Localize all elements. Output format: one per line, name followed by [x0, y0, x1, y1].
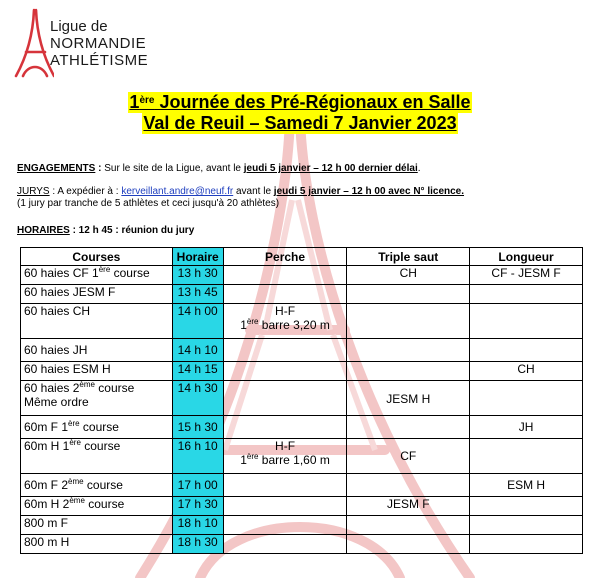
perche-cell: [223, 535, 347, 554]
time-cell: 14 h 15: [172, 362, 223, 381]
header-horaire: Horaire: [172, 248, 223, 266]
table-row: [21, 416, 583, 439]
course-cell: 60 haies JH: [21, 339, 173, 362]
table-row: [21, 516, 583, 535]
table-header-row: [21, 248, 583, 266]
perche-cell: [223, 339, 347, 362]
table-row: [21, 285, 583, 304]
time-cell: 13 h 45: [172, 285, 223, 304]
course-cell: 60 haies CF 1ère course: [21, 266, 173, 285]
perche-cell: [223, 416, 347, 439]
eiffel-tower-logo-icon: [14, 6, 54, 80]
longueur-cell: CH: [470, 362, 583, 381]
header-longueur: Longueur: [470, 248, 583, 266]
time-cell: 17 h 00: [172, 474, 223, 497]
triple-cell: [347, 339, 470, 362]
course-cell: 60 haies ESM H: [21, 362, 173, 381]
course-cell: 60m F 2ème course: [21, 474, 173, 497]
horaires-line: HORAIRES : 12 h 45 : réunion du jury: [17, 225, 195, 236]
title-line-1: 1ère Journée des Pré-Régionaux en Salle: [129, 92, 471, 112]
table-row: [21, 381, 583, 416]
longueur-cell: [470, 285, 583, 304]
header-triple-saut: Triple saut: [347, 248, 470, 266]
time-cell: 16 h 10: [172, 439, 223, 474]
time-cell: 14 h 10: [172, 339, 223, 362]
table-row: [21, 497, 583, 516]
triple-cell: [347, 362, 470, 381]
course-cell: 800 m F: [21, 516, 173, 535]
perche-cell: H-F 1ère barre 3,20 m: [223, 304, 347, 339]
longueur-cell: [470, 381, 583, 416]
triple-cell: [347, 516, 470, 535]
table-row: [21, 339, 583, 362]
longueur-cell: [470, 304, 583, 339]
time-cell: 13 h 30: [172, 266, 223, 285]
triple-cell: [347, 304, 470, 339]
jurys-line: JURYS : A expédier à : kerveillant.andre@neuf.fr avant le jeudi 5 janvier – 12 h 00 avec N° licence.: [17, 186, 465, 197]
table-row: [21, 535, 583, 554]
logo-line-3: ATHLÉTISME: [50, 52, 149, 69]
table-row: [21, 304, 583, 339]
perche-cell: [223, 516, 347, 535]
perche-cell: [223, 497, 347, 516]
course-cell: 60 haies JESM F: [21, 285, 173, 304]
header-courses: Courses: [21, 248, 173, 266]
time-cell: 14 h 00: [172, 304, 223, 339]
course-cell: 60m H 2ème course: [21, 497, 173, 516]
logo-line-2: NORMANDIE: [50, 35, 147, 52]
perche-cell: [223, 266, 347, 285]
time-cell: 14 h 30: [172, 381, 223, 416]
triple-cell: CF: [347, 439, 470, 474]
jury-email-link[interactable]: kerveillant.andre@neuf.fr: [121, 186, 234, 197]
header-perche: Perche: [223, 248, 347, 266]
longueur-cell: CF - JESM F: [470, 266, 583, 285]
table-row: [21, 439, 583, 474]
time-cell: 18 h 30: [172, 535, 223, 554]
triple-cell: JESM F: [347, 497, 470, 516]
ligue-normandie-logo: [14, 6, 184, 80]
table-row: [21, 362, 583, 381]
triple-cell: CH: [347, 266, 470, 285]
longueur-cell: [470, 439, 583, 474]
triple-cell: [347, 535, 470, 554]
longueur-cell: [470, 497, 583, 516]
engagements-line: ENGAGEMENTS : Sur le site de la Ligue, avant le jeudi 5 janvier – 12 h 00 dernier délai.: [17, 163, 421, 174]
course-cell: 60m F 1ère course: [21, 416, 173, 439]
course-cell: 800 m H: [21, 535, 173, 554]
triple-cell: [347, 416, 470, 439]
course-cell: 60 haies 2ème course Même ordre: [21, 381, 173, 416]
table-row: [21, 266, 583, 285]
perche-cell: [223, 362, 347, 381]
triple-cell: [347, 285, 470, 304]
jurys-note: (1 jury par tranche de 5 athlètes et ceci jusqu'à 20 athlètes): [17, 198, 280, 209]
time-cell: 18 h 10: [172, 516, 223, 535]
page-title: [0, 92, 600, 134]
time-cell: 17 h 30: [172, 497, 223, 516]
longueur-cell: [470, 535, 583, 554]
logo-line-1: Ligue de: [50, 18, 108, 35]
triple-cell: JESM H: [347, 381, 470, 416]
longueur-cell: ESM H: [470, 474, 583, 497]
time-cell: 15 h 30: [172, 416, 223, 439]
triple-cell: [347, 474, 470, 497]
table-row: [21, 474, 583, 497]
longueur-cell: [470, 516, 583, 535]
longueur-cell: JH: [470, 416, 583, 439]
perche-cell: [223, 381, 347, 416]
perche-cell: [223, 474, 347, 497]
perche-cell: [223, 285, 347, 304]
longueur-cell: [470, 339, 583, 362]
course-cell: 60m H 1ère course: [21, 439, 173, 474]
course-cell: 60 haies CH: [21, 304, 173, 339]
title-line-2: Val de Reuil – Samedi 7 Janvier 2023: [143, 113, 457, 133]
perche-cell: H-F 1ère barre 1,60 m: [223, 439, 347, 474]
schedule-table: [20, 247, 583, 554]
